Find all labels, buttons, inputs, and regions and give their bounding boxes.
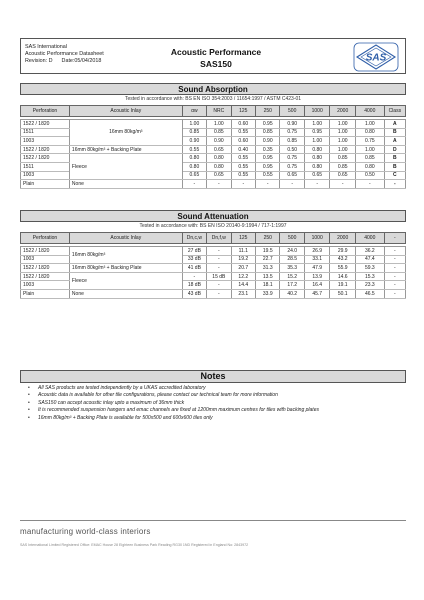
table-cell: 24.0 <box>280 247 304 256</box>
table-cell: 35.3 <box>280 264 304 273</box>
table-cell: D <box>384 145 405 154</box>
attenuation-table <box>20 232 406 299</box>
attenuation-col-header: Dn,f,w <box>207 233 231 244</box>
table-cell: 27 dB <box>182 247 206 256</box>
attenuation-header-row <box>21 233 406 244</box>
svg-text:SAS: SAS <box>365 52 387 64</box>
note-item: • 16mm 80kg/m³ + Backing Plate is available for 500x500 and 600x600 tiles only <box>26 415 406 422</box>
notes-list <box>26 385 406 422</box>
table-cell: 0.65 <box>330 171 356 180</box>
table-cell: 47.4 <box>355 255 384 264</box>
table-cell: 17.2 <box>280 281 304 290</box>
table-cell: 1522 / 1820 <box>21 247 70 256</box>
table-row <box>21 145 406 154</box>
attenuation-col-header: Dn,c,w <box>182 233 206 244</box>
table-cell: - <box>384 255 405 264</box>
table-cell: 59.3 <box>355 264 384 273</box>
table-cell: 0.95 <box>256 154 280 163</box>
table-cell: - <box>182 272 206 281</box>
table-row <box>21 154 406 163</box>
table-cell: 0.40 <box>231 145 255 154</box>
table-cell: 1.00 <box>207 120 231 129</box>
table-cell: - <box>384 289 405 298</box>
table-cell: 0.90 <box>256 137 280 146</box>
table-cell: 0.65 <box>280 171 304 180</box>
absorption-heading: Sound Absorption <box>20 83 406 95</box>
table-cell: 0.65 <box>207 145 231 154</box>
attenuation-col-header: Perforation <box>21 233 70 244</box>
table-cell: 0.75 <box>280 162 304 171</box>
table-cell: 19.5 <box>256 247 280 256</box>
document-header <box>20 38 406 74</box>
table-cell: 1.00 <box>330 120 356 129</box>
table-cell: 0.85 <box>182 128 206 137</box>
document-meta <box>25 44 104 66</box>
footer-divider <box>20 520 406 521</box>
table-cell: 1511 <box>21 162 70 171</box>
table-cell: 0.80 <box>355 128 384 137</box>
table-cell: 14.4 <box>231 281 255 290</box>
table-row <box>21 289 406 298</box>
table-cell: - <box>207 264 231 273</box>
absorption-col-header: 4000 <box>355 106 384 117</box>
table-row <box>21 180 406 189</box>
absorption-header-row <box>21 106 406 117</box>
footer-tagline: manufacturing world-class interiors <box>20 527 151 536</box>
table-cell: 16mm 80kg/m³ <box>69 120 182 146</box>
attenuation-col-header: Acoustic Inlay <box>69 233 182 244</box>
absorption-col-header: 500 <box>280 106 304 117</box>
table-cell: 0.55 <box>231 171 255 180</box>
table-cell: 19.1 <box>330 281 356 290</box>
absorption-table <box>20 105 406 189</box>
table-cell: 16mm 80kg/m³ + Backing Plate <box>69 145 182 154</box>
table-cell: - <box>280 180 304 189</box>
table-cell: 0.55 <box>231 162 255 171</box>
table-cell: 0.90 <box>182 137 206 146</box>
absorption-col-header: NRC <box>207 106 231 117</box>
table-cell: 43 dB <box>182 289 206 298</box>
note-item: • Acoustic data is available for other tile configurations, please contact our technical team for more information <box>26 392 406 399</box>
table-cell: 1.00 <box>330 128 356 137</box>
table-cell: 50.1 <box>330 289 356 298</box>
table-cell: 1.00 <box>304 137 330 146</box>
table-cell: 18 dB <box>182 281 206 290</box>
table-cell: 1003 <box>21 255 70 264</box>
table-cell: - <box>355 180 384 189</box>
table-cell: - <box>182 180 206 189</box>
table-cell: - <box>207 247 231 256</box>
table-cell: 0.55 <box>231 154 255 163</box>
table-cell: 0.55 <box>231 128 255 137</box>
table-cell: 46.5 <box>355 289 384 298</box>
table-row <box>21 272 406 281</box>
table-cell: None <box>69 289 182 298</box>
registration-text: SAS International Limited Registered Office: EMAC House 28 Eighteen Business Park Reading RG30 1ND Registered in England No: 2843972 <box>20 543 249 547</box>
table-cell: - <box>207 281 231 290</box>
table-cell: Fleece <box>69 154 182 180</box>
table-cell: 0.80 <box>207 154 231 163</box>
company-name: SAS International <box>25 44 67 50</box>
table-cell: 0.80 <box>304 145 330 154</box>
table-cell: A <box>384 120 405 129</box>
table-cell: A <box>384 137 405 146</box>
table-cell: 29.9 <box>330 247 356 256</box>
table-cell: 16.4 <box>304 281 330 290</box>
table-cell: 15.3 <box>355 272 384 281</box>
table-cell: B <box>384 162 405 171</box>
table-cell: 0.85 <box>355 154 384 163</box>
table-cell: 1.00 <box>355 145 384 154</box>
table-cell: 13.9 <box>304 272 330 281</box>
table-cell: 1003 <box>21 281 70 290</box>
absorption-col-header: Perforation <box>21 106 70 117</box>
table-cell: 0.85 <box>207 128 231 137</box>
revision-date: Revision: D Date:05/04/2018 <box>25 58 102 65</box>
title-text: Acoustic Performance <box>170 47 262 57</box>
absorption-standards: Tested in accordance with: BS EN ISO 354:2003 / 11654:1997 / ASTM C423-01 <box>124 96 302 102</box>
table-cell: - <box>256 180 280 189</box>
table-cell: - <box>207 180 231 189</box>
table-cell: 33.1 <box>304 255 330 264</box>
table-cell: 23.3 <box>355 281 384 290</box>
table-cell: 16mm 80kg/m³ <box>69 247 182 264</box>
table-cell: 40.2 <box>280 289 304 298</box>
table-cell: 11.1 <box>231 247 255 256</box>
table-cell: 1003 <box>21 171 70 180</box>
table-row <box>21 247 406 256</box>
table-cell: 0.85 <box>280 137 304 146</box>
table-cell: 33.9 <box>256 289 280 298</box>
absorption-col-header: 1000 <box>304 106 330 117</box>
notes-heading: Notes <box>20 370 406 383</box>
table-cell: 0.95 <box>256 162 280 171</box>
table-cell: 15.2 <box>280 272 304 281</box>
table-cell: 14.6 <box>330 272 356 281</box>
table-cell: 1522 / 1820 <box>21 154 70 163</box>
table-cell: 19.2 <box>231 255 255 264</box>
table-cell: 0.75 <box>355 137 384 146</box>
document-type: Acoustic Performance Datasheet <box>25 51 104 58</box>
table-cell: 1522 / 1820 <box>21 272 70 281</box>
table-cell: 0.35 <box>256 145 280 154</box>
table-cell: - <box>207 289 231 298</box>
table-cell: 1522 / 1820 <box>21 145 70 154</box>
note-item: • All SAS products are tested independently by a UKAS accredited laboratory <box>26 385 406 392</box>
table-cell: C <box>384 171 405 180</box>
table-cell: 22.7 <box>256 255 280 264</box>
table-cell: 20.7 <box>231 264 255 273</box>
attenuation-col-header: 1000 <box>304 233 330 244</box>
table-cell: 0.80 <box>304 162 330 171</box>
table-cell: 0.55 <box>182 145 206 154</box>
table-cell: 0.65 <box>207 171 231 180</box>
product-code: SAS150 <box>200 59 232 69</box>
table-row <box>21 264 406 273</box>
absorption-col-header: Class <box>384 106 405 117</box>
table-cell: 13.5 <box>256 272 280 281</box>
table-cell: Plain <box>21 180 70 189</box>
table-cell: 0.85 <box>330 154 356 163</box>
table-cell: 1.00 <box>355 120 384 129</box>
attenuation-standards: Tested in accordance with: BS EN ISO 20140-9:1994 / 717-1:1997 <box>139 223 287 229</box>
table-cell: 0.75 <box>280 154 304 163</box>
attenuation-col-header: 4000 <box>355 233 384 244</box>
table-cell: B <box>384 154 405 163</box>
table-cell: 1003 <box>21 137 70 146</box>
table-cell: 1.00 <box>304 120 330 129</box>
absorption-col-header: 2000 <box>330 106 356 117</box>
table-cell: None <box>69 180 182 189</box>
attenuation-col-header: 2000 <box>330 233 356 244</box>
table-cell: 18.1 <box>256 281 280 290</box>
table-cell: - <box>384 247 405 256</box>
attenuation-col-header: 500 <box>280 233 304 244</box>
absorption-col-header: Acoustic Inlay <box>69 106 182 117</box>
table-cell: 0.90 <box>280 120 304 129</box>
table-cell: 0.55 <box>256 171 280 180</box>
table-cell: - <box>330 180 356 189</box>
note-item: • SAS150 can accept acoustic inlay upto a maximum of 36mm thick <box>26 400 406 407</box>
table-cell: 15 dB <box>207 272 231 281</box>
table-cell: 0.80 <box>304 154 330 163</box>
absorption-col-header: αw <box>182 106 206 117</box>
table-cell: 33 dB <box>182 255 206 264</box>
absorption-col-header: 250 <box>256 106 280 117</box>
table-cell: - <box>231 180 255 189</box>
table-cell: 0.80 <box>182 154 206 163</box>
table-cell: 31.3 <box>256 264 280 273</box>
table-cell: 0.90 <box>207 137 231 146</box>
table-cell: - <box>384 180 405 189</box>
table-cell: B <box>384 128 405 137</box>
table-cell: 0.50 <box>355 171 384 180</box>
table-cell: 0.85 <box>330 162 356 171</box>
table-cell: 36.2 <box>355 247 384 256</box>
table-cell: 1.00 <box>182 120 206 129</box>
table-cell: - <box>384 272 405 281</box>
table-cell: 43.2 <box>330 255 356 264</box>
table-cell: 1522 / 1820 <box>21 120 70 129</box>
table-cell: 45.7 <box>304 289 330 298</box>
table-cell: 41 dB <box>182 264 206 273</box>
table-cell: 0.65 <box>304 171 330 180</box>
attenuation-col-header: 250 <box>256 233 280 244</box>
table-row <box>21 120 406 129</box>
table-cell: 0.80 <box>355 162 384 171</box>
table-cell: 1511 <box>21 128 70 137</box>
table-cell: 1.00 <box>330 137 356 146</box>
table-cell: - <box>304 180 330 189</box>
table-cell: 55.9 <box>330 264 356 273</box>
absorption-col-header: 125 <box>231 106 255 117</box>
table-cell: 0.80 <box>207 162 231 171</box>
table-cell: 0.65 <box>182 171 206 180</box>
table-cell: 12.2 <box>231 272 255 281</box>
table-cell: 0.80 <box>182 162 206 171</box>
document-title <box>121 46 311 70</box>
table-cell: 0.75 <box>280 128 304 137</box>
table-cell: 0.95 <box>304 128 330 137</box>
table-cell: 0.50 <box>280 145 304 154</box>
table-cell: 1.00 <box>330 145 356 154</box>
sas-logo <box>353 42 399 72</box>
table-cell: 26.9 <box>304 247 330 256</box>
table-cell: Plain <box>21 289 70 298</box>
table-cell: 0.60 <box>231 120 255 129</box>
table-cell: 23.1 <box>231 289 255 298</box>
table-cell: 47.9 <box>304 264 330 273</box>
attenuation-heading: Sound Attenuation <box>20 210 406 222</box>
table-cell: 0.60 <box>231 137 255 146</box>
table-cell: - <box>384 264 405 273</box>
table-cell: 0.95 <box>256 120 280 129</box>
table-cell: 16mm 80kg/m³ + Backing Plate <box>69 264 182 273</box>
table-cell: - <box>384 281 405 290</box>
table-cell: - <box>207 255 231 264</box>
table-cell: 1522 / 1820 <box>21 264 70 273</box>
attenuation-col-header: - <box>384 233 405 244</box>
table-cell: Fleece <box>69 272 182 289</box>
table-cell: 0.85 <box>256 128 280 137</box>
note-item: • It is recommended suspension hangers and emac channels are fixed at 1200mm maximum centres for tiles with backing plates <box>26 407 406 414</box>
attenuation-col-header: 125 <box>231 233 255 244</box>
table-cell: 28.5 <box>280 255 304 264</box>
